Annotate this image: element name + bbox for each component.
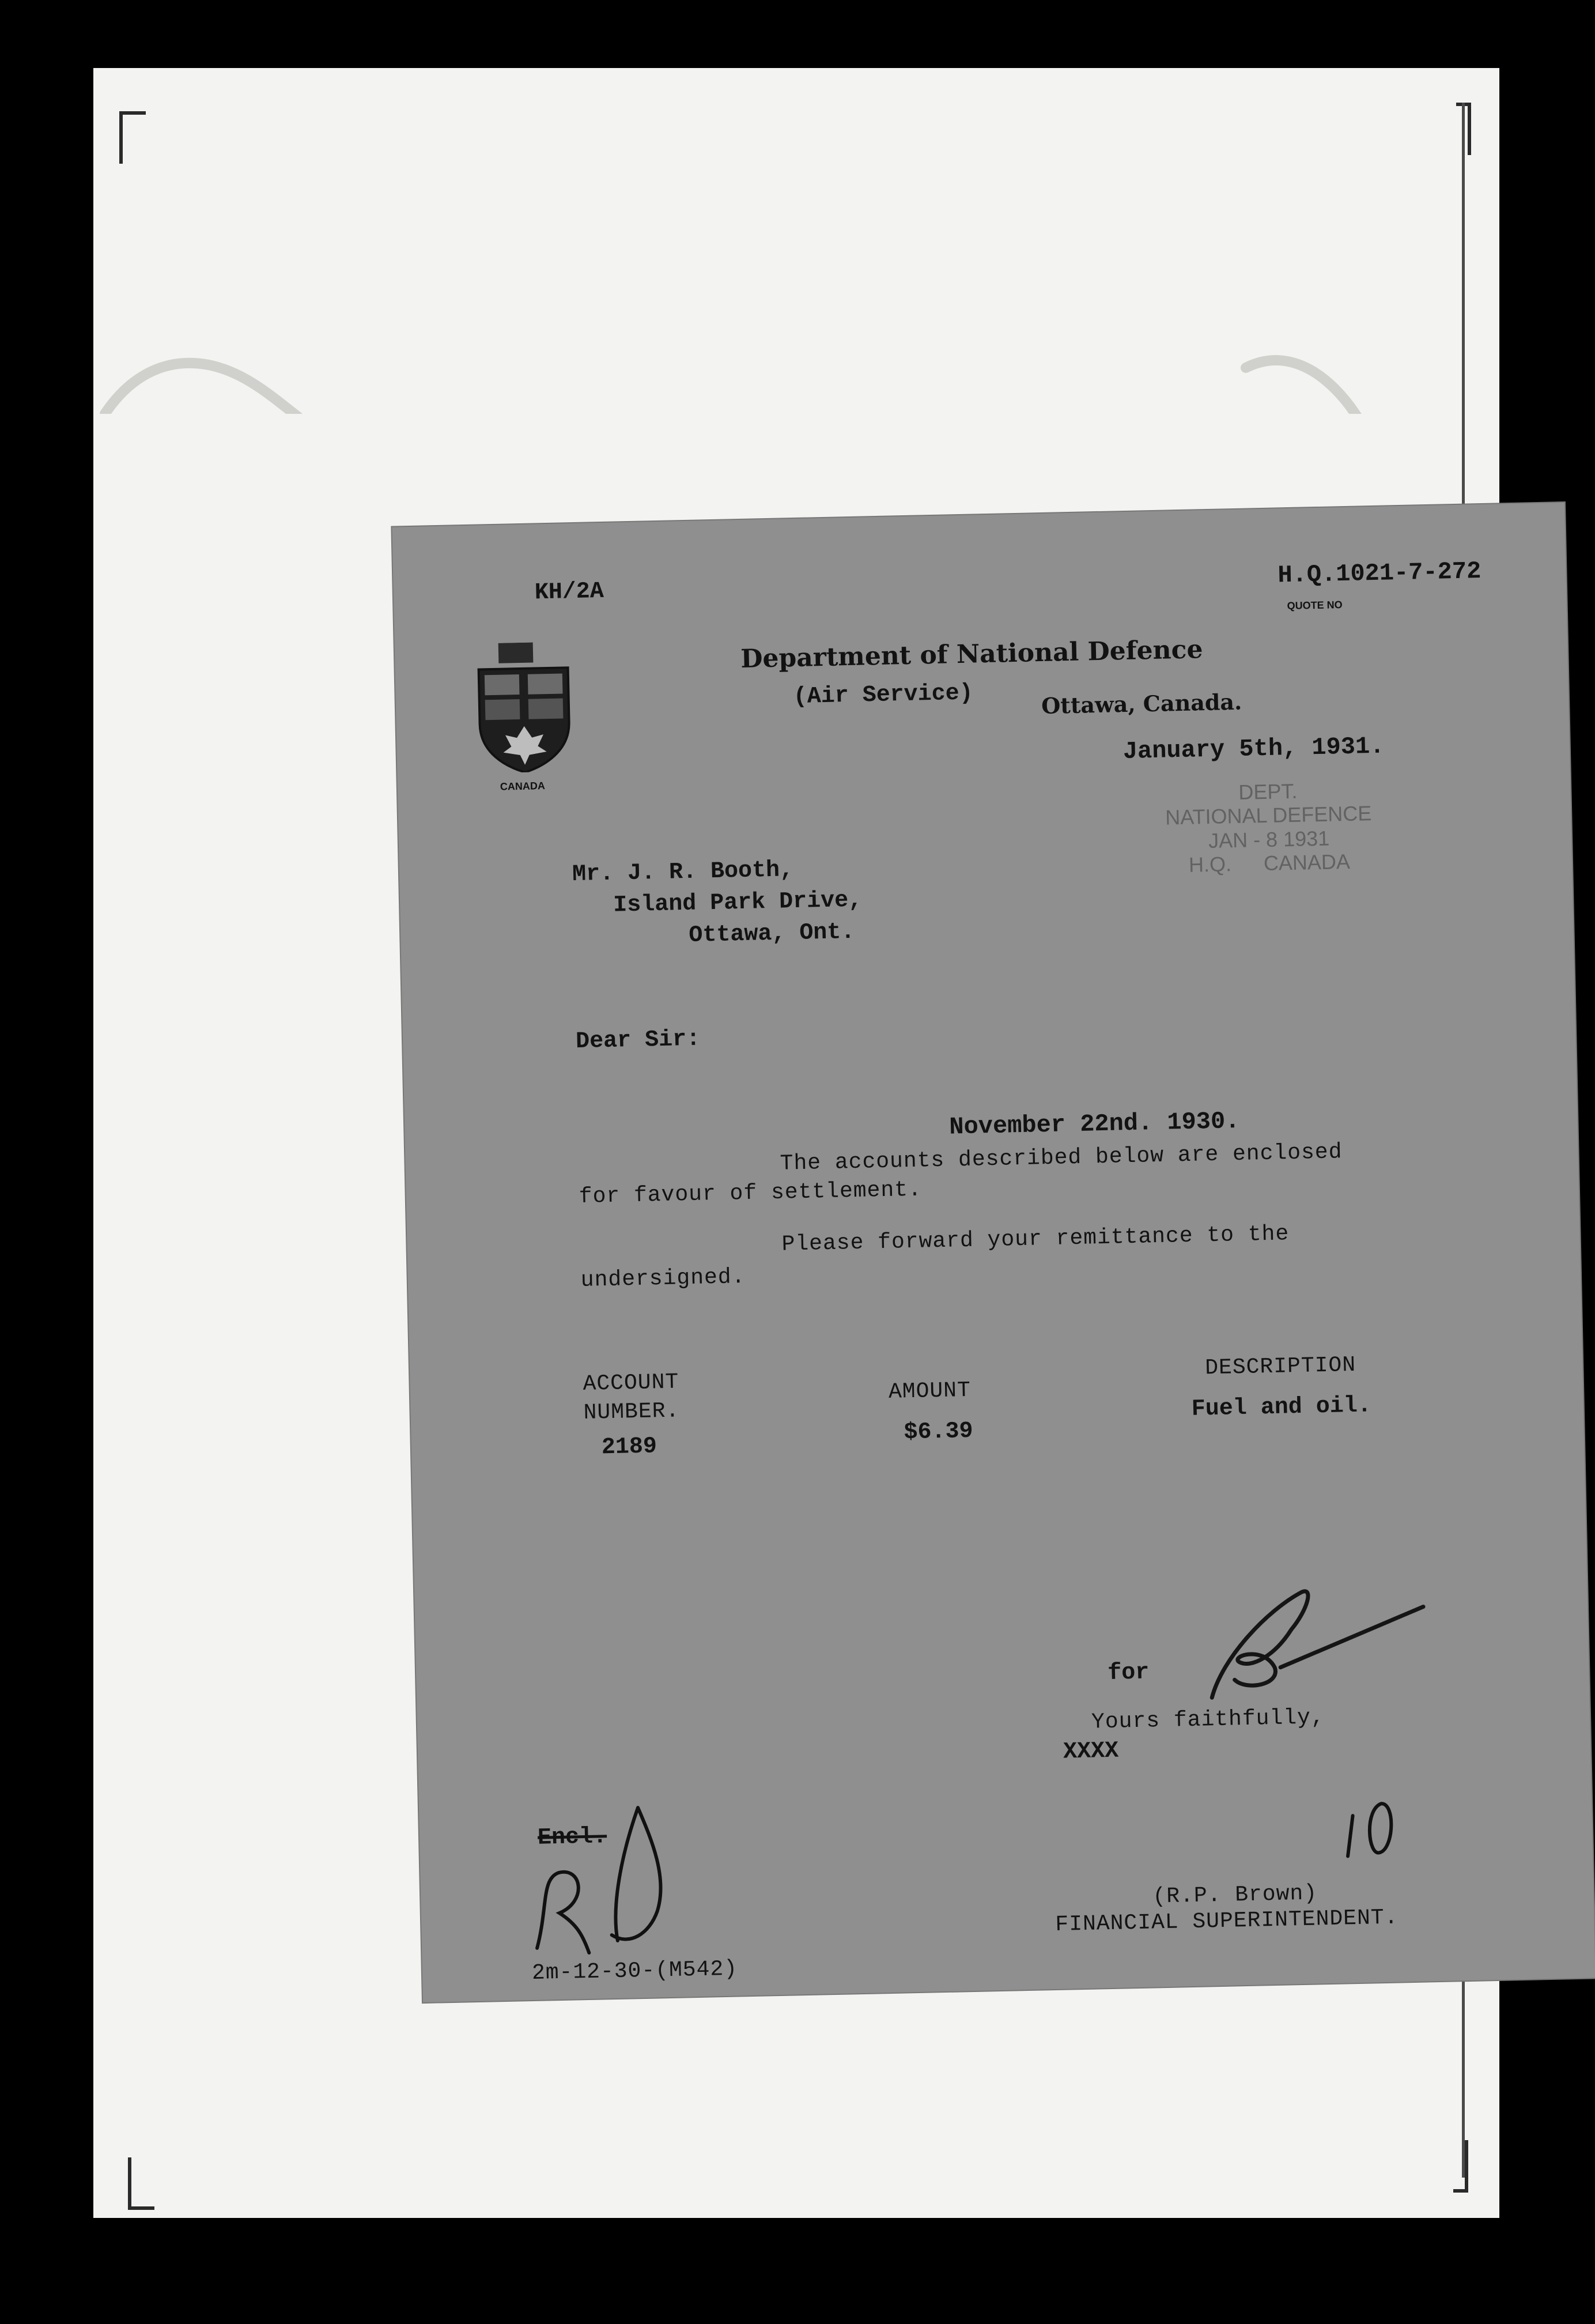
canada-crest-icon: [473, 642, 576, 774]
enclosure-label: Encl.: [537, 1824, 607, 1851]
complimentary-close: Yours faithfully,: [1091, 1705, 1325, 1735]
signer-title: FINANCIAL SUPERINTENDENT.: [1055, 1905, 1399, 1938]
reference-date: November 22nd. 1930.: [948, 1107, 1240, 1141]
crop-mark-bottom-right: [1453, 2140, 1468, 2193]
stamp-line-5: CANADA: [1263, 850, 1351, 876]
form-code: 2m-12-30-(M542): [531, 1956, 738, 1986]
recipient-name: Mr. J. R. Booth,: [572, 857, 794, 888]
paragraph-1-line-2: for favour of settlement.: [579, 1177, 923, 1210]
file-reference: KH/2A: [534, 578, 604, 606]
amount-header: AMOUNT: [888, 1378, 972, 1405]
signature-mark: [1198, 1572, 1431, 1709]
crop-mark-top-left: [119, 111, 146, 164]
description-header: DESCRIPTION: [1204, 1352, 1356, 1381]
signer-name: (R.P. Brown): [1152, 1881, 1318, 1910]
letter-location: Ottawa, Canada.: [1041, 688, 1242, 719]
crop-mark-bottom-left: [128, 2157, 154, 2210]
account-number-value: 2189: [601, 1433, 657, 1461]
account-number-header-line-1: ACCOUNT: [583, 1369, 679, 1397]
service-name: (Air Service): [793, 680, 974, 711]
letter-date: January 5th, 1931.: [1122, 732, 1385, 766]
department-name: Department of National Defence: [740, 635, 1203, 674]
struck-text: XXXX: [1063, 1738, 1119, 1765]
handwritten-page-number: [1341, 1786, 1412, 1867]
salutation: Dear Sir:: [575, 1026, 701, 1055]
stamp-line-2: NATIONAL DEFENCE: [1165, 801, 1372, 829]
paragraph-2-line-2: undersigned.: [580, 1265, 746, 1293]
account-number-header-line-2: NUMBER.: [583, 1398, 680, 1425]
recipient-city: Ottawa, Ont.: [688, 919, 855, 949]
quote-no-label: QUOTE NO: [1287, 599, 1343, 612]
stamp-line-4: H.Q.: [1188, 852, 1232, 877]
binding-string: [93, 241, 1499, 414]
stamp-line-1: DEPT.: [1238, 779, 1298, 804]
amount-value: $6.39: [904, 1418, 973, 1446]
paragraph-2-line-1: Please forward your remittance to the: [781, 1221, 1290, 1257]
hq-reference: H.Q.1021-7-272: [1277, 557, 1481, 590]
for-label: for: [1107, 1659, 1150, 1687]
received-stamp: [1164, 778, 1374, 914]
crest-caption: CANADA: [500, 780, 546, 793]
stamp-line-3: JAN - 8 1931: [1208, 826, 1330, 852]
mounting-card: [93, 68, 1499, 2218]
description-value: Fuel and oil.: [1191, 1393, 1372, 1423]
letter-sheet: [392, 503, 1595, 2002]
initials-mark: [522, 1789, 687, 1965]
paragraph-1-line-1: The accounts described below are enclosed: [780, 1140, 1343, 1176]
stamp-bottom-row: [1166, 849, 1374, 877]
recipient-street: Island Park Drive,: [613, 887, 863, 919]
